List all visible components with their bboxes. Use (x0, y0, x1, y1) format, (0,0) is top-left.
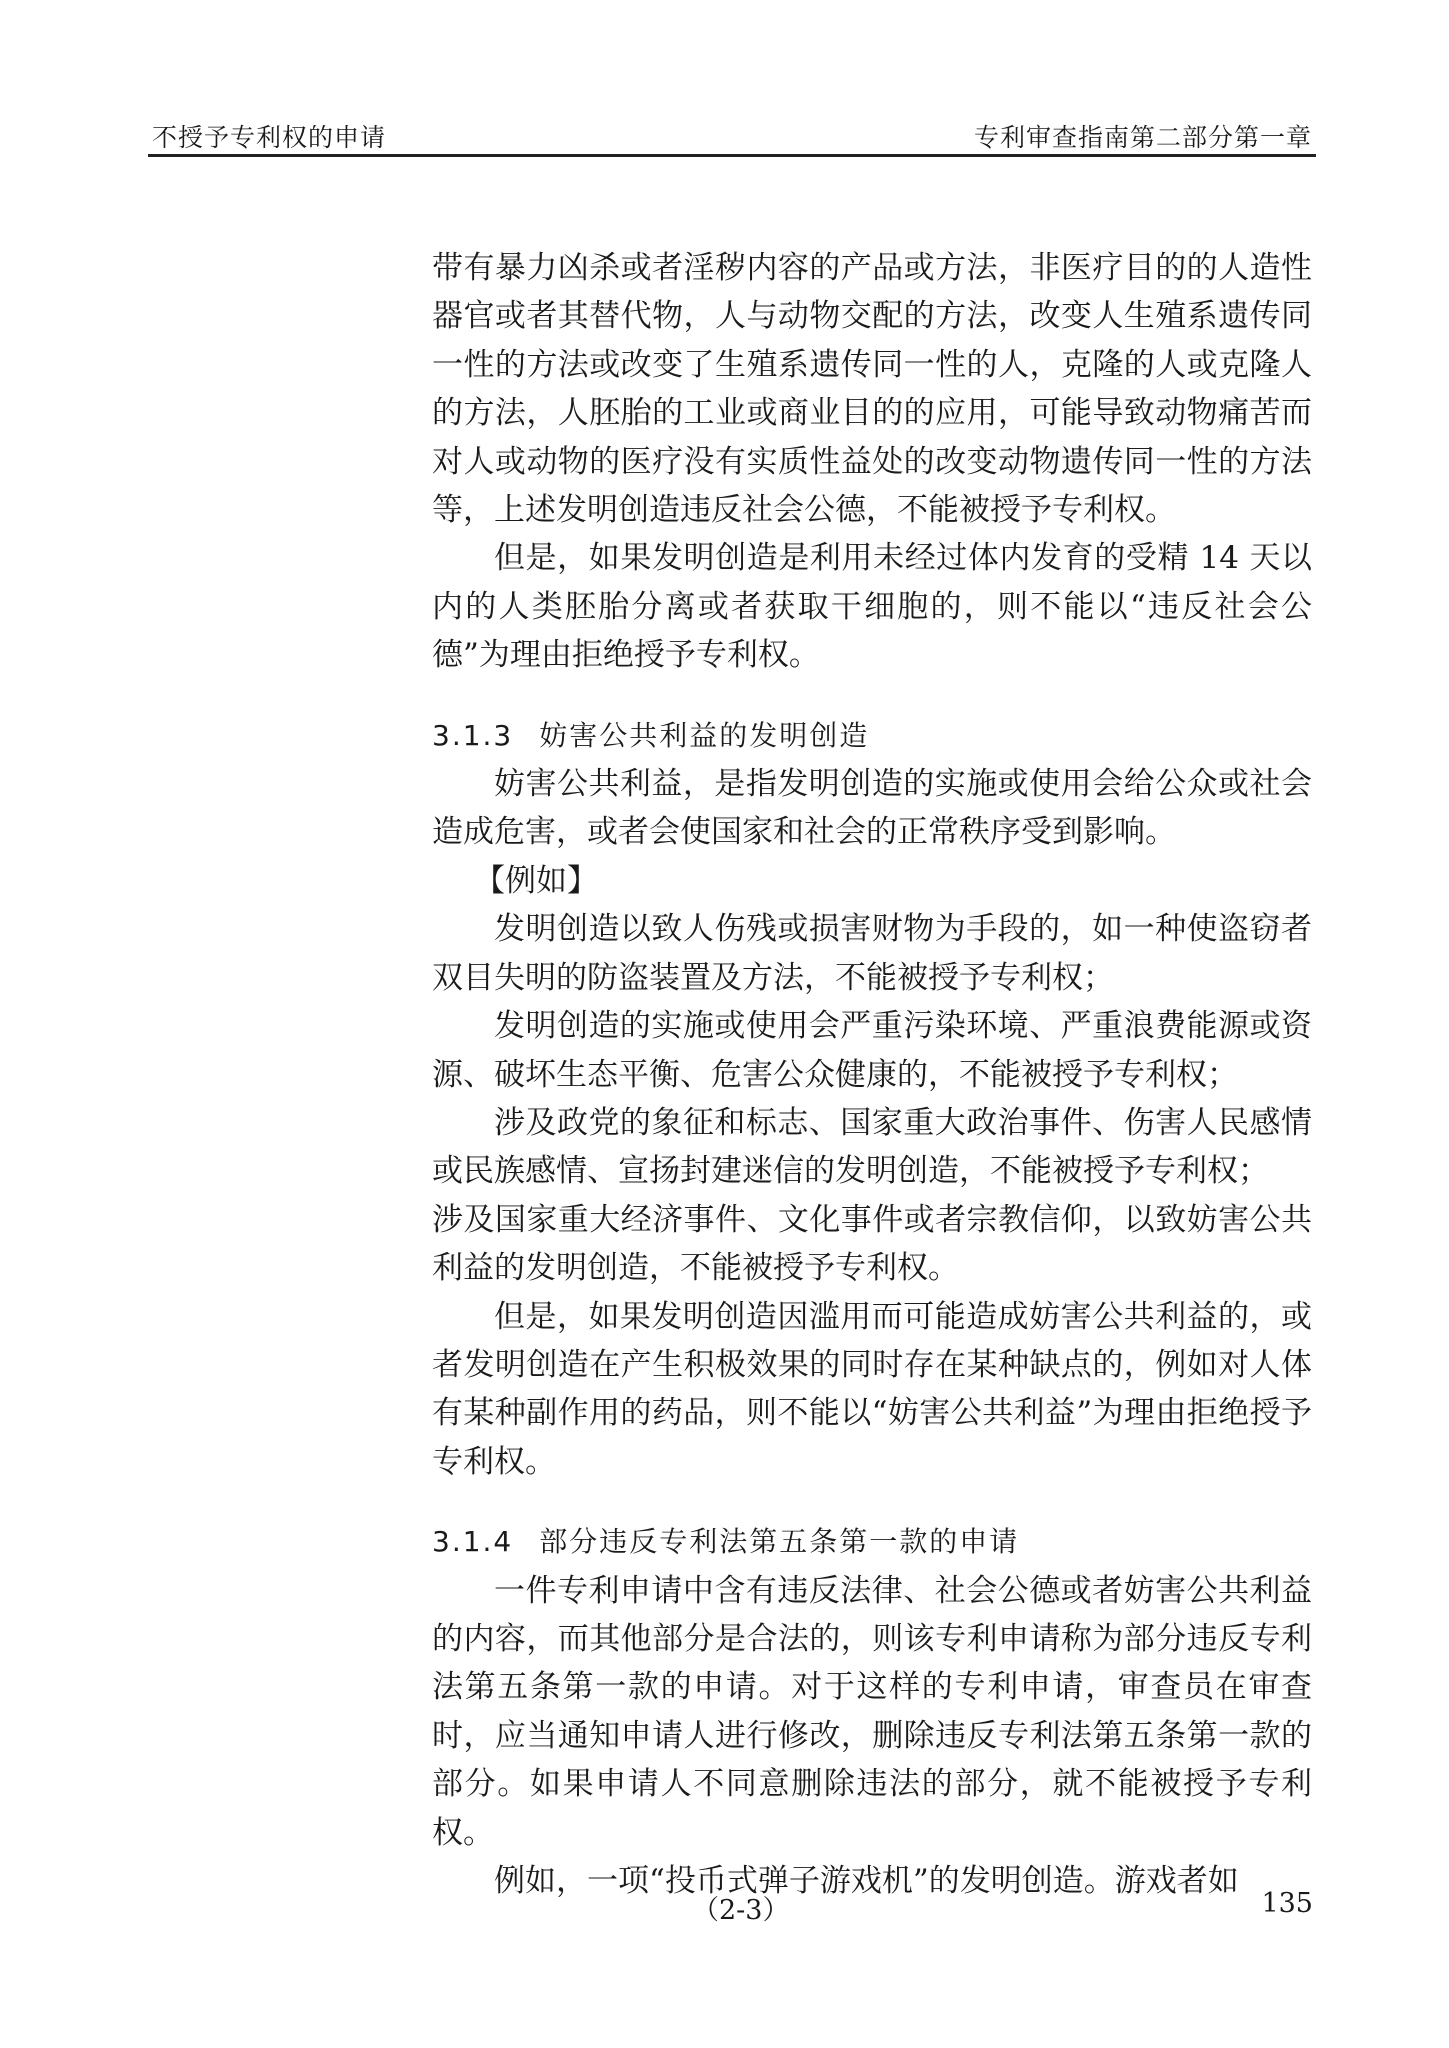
section-number: 3.1.3 (432, 718, 514, 752)
paragraph: 但是，如果发明创造因滥用而可能造成妨害公共利益的，或者发明创造在产生积极效果的同时存在某种缺点的，例如对人体有某种副作用的药品，则不能以“妨害公共利益”为理由拒绝授予专利权。 (432, 1298, 1312, 1480)
section-number: 3.1.4 (432, 1525, 514, 1559)
section-heading-3-1-4 (432, 1518, 1312, 1566)
header-rule (148, 154, 1316, 157)
paragraph: 一件专利申请中含有违反法律、社会公德或者妨害公共利益的内容，而其他部分是合法的，则该专利申请称为部分违反专利法第五条第一款的申请。对于这样的专利申请，审查员在审查时，应当通知申请人进行修改，删除违反专利法第五条第一款的部分。如果申请人不同意删除违法的部分，就不能被授予专利权。 (432, 1572, 1312, 1851)
section-title: 部分违反专利法第五条第一款的申请 (539, 1525, 1020, 1559)
section-heading-3-1-3 (432, 712, 1312, 760)
book-section-title: 专利审查指南第二部分第一章 (973, 123, 1312, 152)
paragraph: 但是，如果发明创造是利用未经过体内发育的受精 14 天以内的人类胚胎分离或者获取干细胞的，则不能以“违反社会公德”为理由拒绝授予专利权。 (432, 540, 1312, 674)
section-title: 妨害公共利益的发明创造 (539, 718, 870, 752)
paragraph: 例如，一项“投币式弹子游戏机”的发明创造。游戏者如 (494, 1863, 1239, 1899)
page-body (432, 244, 1312, 1905)
part-number: （2-3） (692, 1895, 790, 1926)
paragraph: 发明创造的实施或使用会严重污染环境、严重浪费能源或资源、破坏生态平衡、危害公众健康的，不能被授予专利权； (432, 1008, 1312, 1093)
page-number: 135 (1261, 1888, 1313, 1919)
paragraph: 涉及政党的象征和标志、国家重大政治事件、伤害人民感情或民族感情、宣扬封建迷信的发明创造，不能被授予专利权； (432, 1104, 1312, 1190)
chapter-title: 不授予专利权的申请 (152, 123, 387, 152)
paragraph: 带有暴力凶杀或者淫秽内容的产品或方法，非医疗目的的人造性器官或者其替代物，人与动物交配的方法，改变人生殖系遗传同一性的方法或改变了生殖系遗传同一性的人，克隆的人或克隆人的方法，人胚胎的工业或商业目的的应用，可能导致动物痛苦而对人或动物的医疗没有实质性益处的改变动物遗传同一性的方法等，上述发明创造违反社会公德，不能被授予专利权。 (432, 250, 1312, 529)
paragraph: 发明创造以致人伤残或损害财物为手段的，如一种使盗窃者双目失明的防盗装置及方法，不能被授予专利权； (432, 911, 1312, 996)
paragraph: 妨害公共利益，是指发明创造的实施或使用会给公众或社会造成危害，或者会使国家和社会的正常秩序受到影响。 (432, 766, 1312, 851)
example-label: 【例如】 (474, 862, 598, 899)
paragraph: 涉及国家重大经济事件、文化事件或者宗教信仰，以致妨害公共利益的发明创造，不能被授予专利权。 (432, 1201, 1312, 1287)
